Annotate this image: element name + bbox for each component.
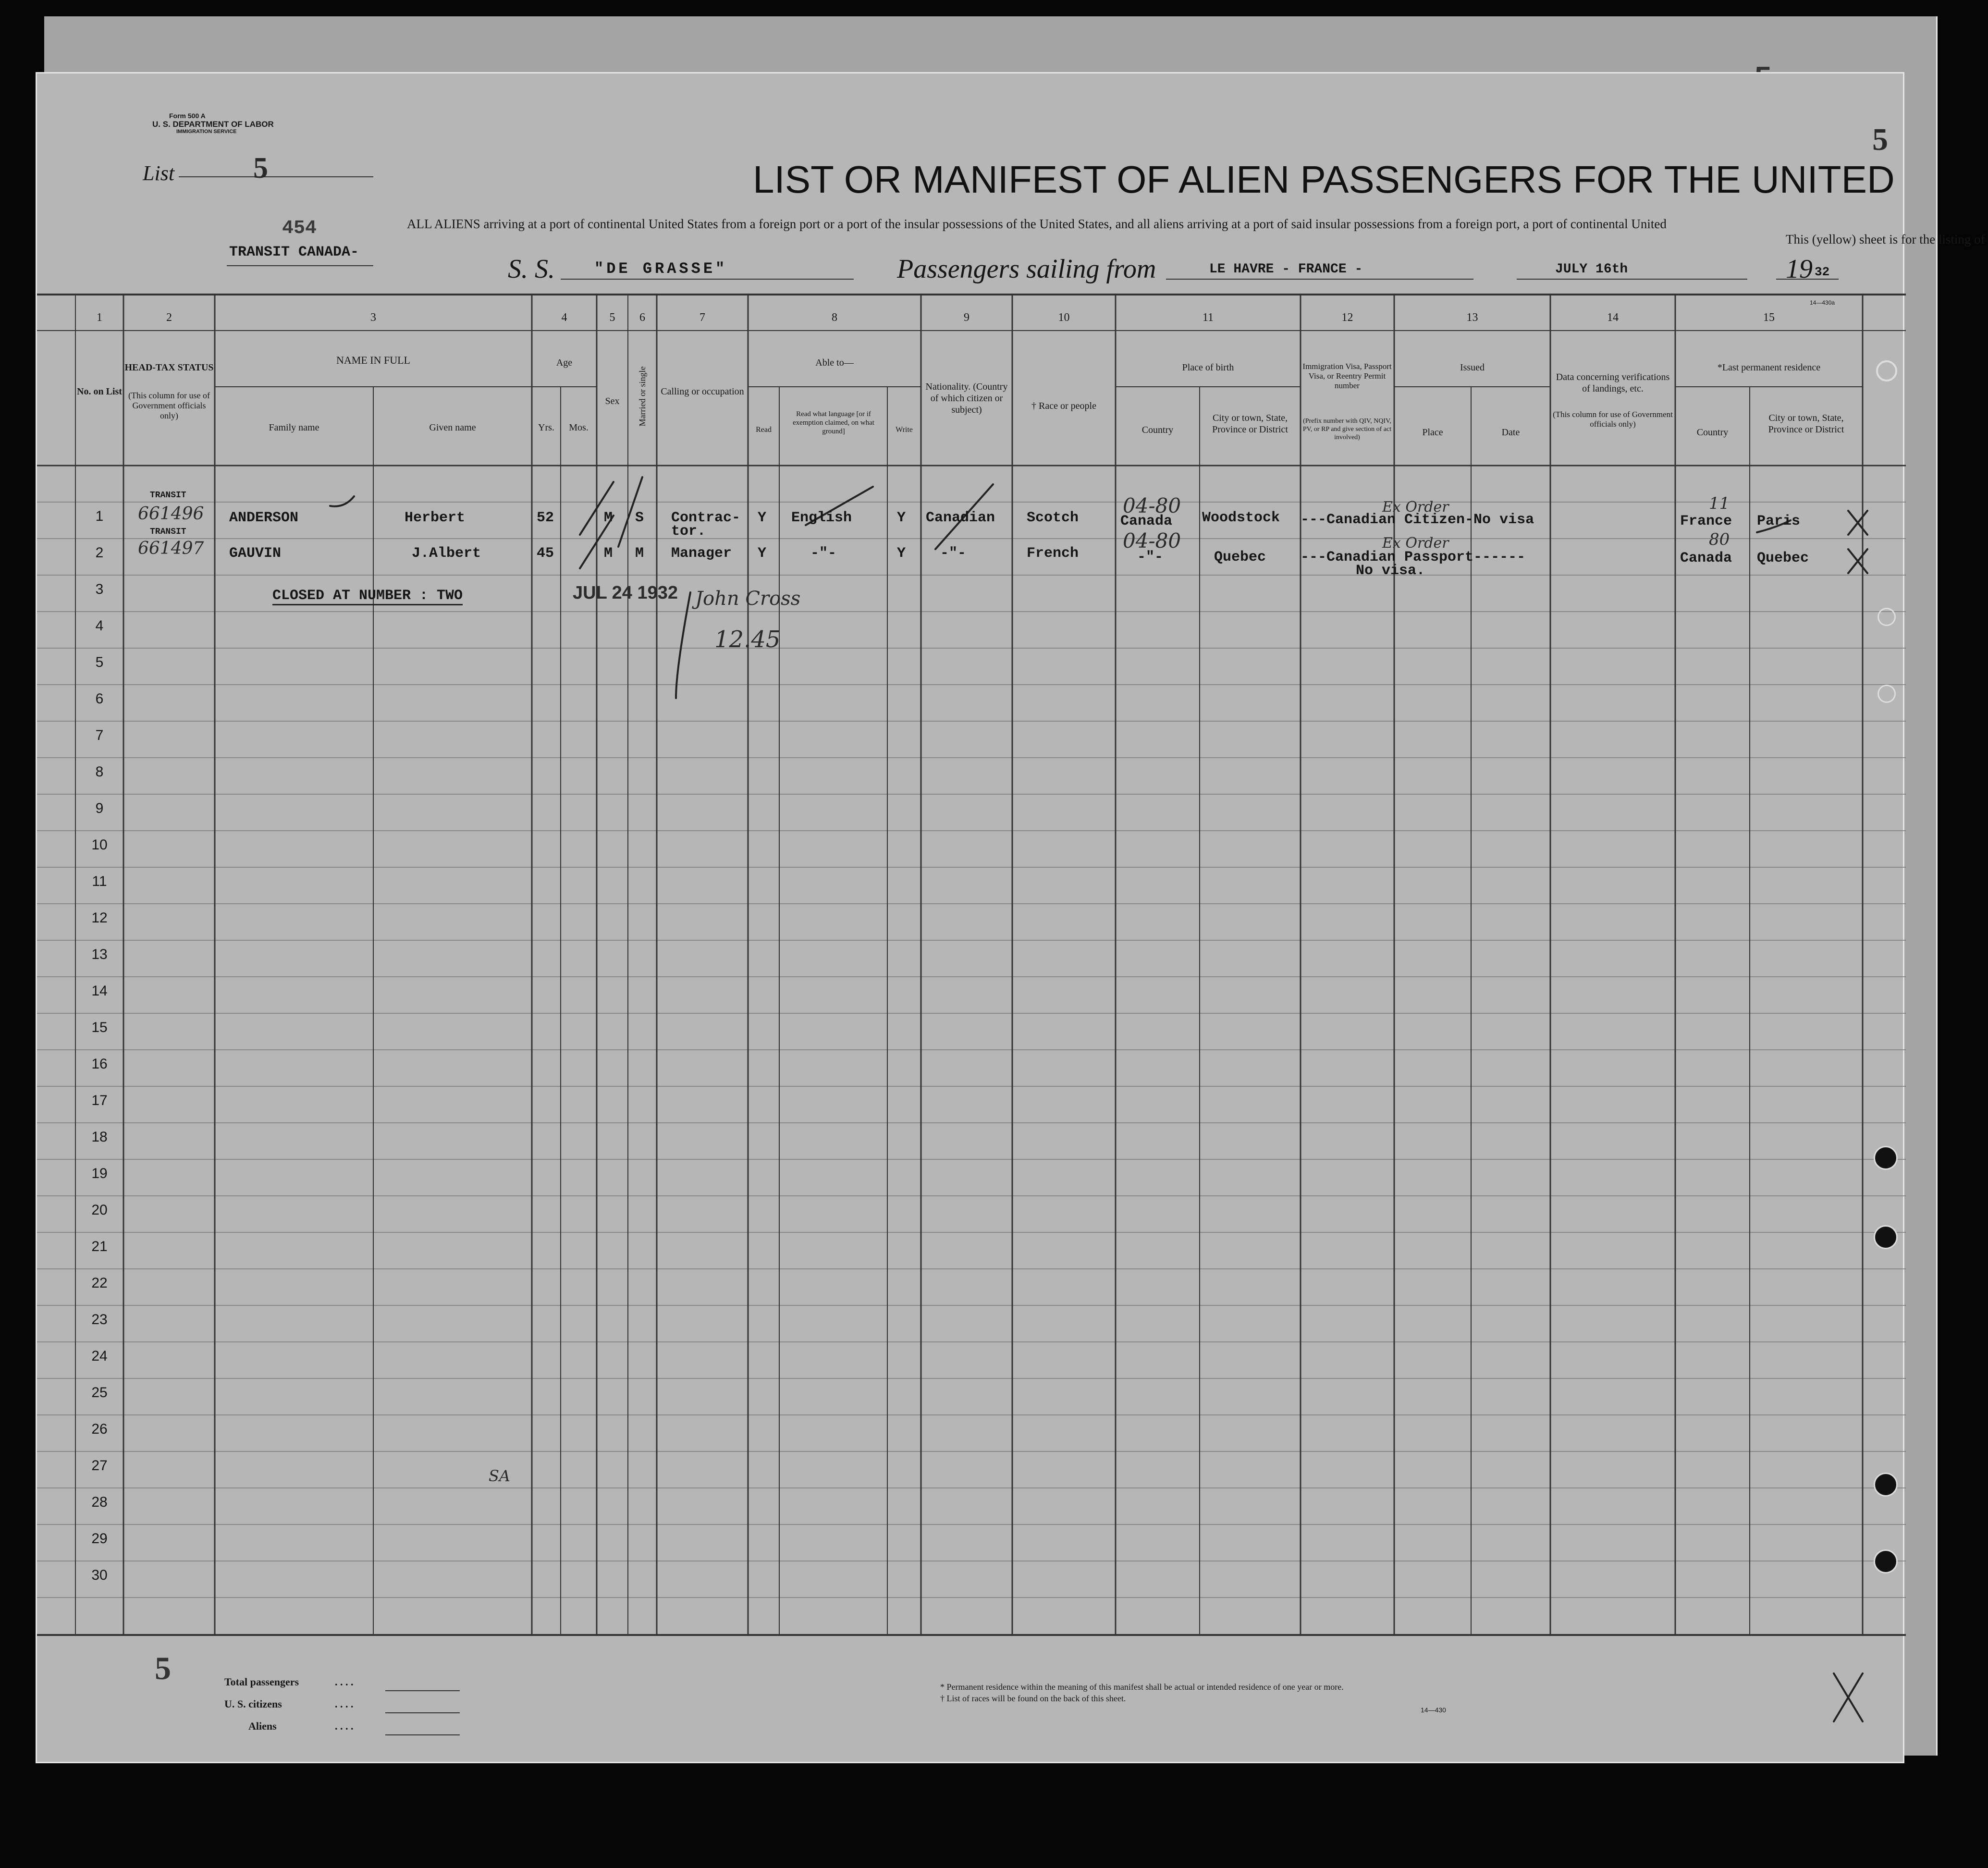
header-sex: Sex bbox=[605, 396, 620, 406]
col-num-7: 7 bbox=[699, 311, 705, 324]
footer-aliens: Aliens bbox=[248, 1720, 277, 1732]
form-code: 14—430a bbox=[1810, 299, 1835, 306]
list-number: 5 bbox=[253, 152, 268, 184]
row-number: 8 bbox=[95, 764, 104, 780]
header-last-residence: *Last permanent residence bbox=[1717, 362, 1821, 373]
binder-hole bbox=[1878, 608, 1896, 626]
birth-annotation: 04-80 bbox=[1123, 529, 1181, 553]
header-able-to: Able to— bbox=[815, 357, 854, 368]
footer-total-passengers: Total passengers bbox=[224, 1676, 299, 1688]
sailing-date: JULY 16th bbox=[1555, 262, 1628, 277]
row-number: 4 bbox=[95, 618, 104, 634]
header-res-country: Country bbox=[1696, 427, 1729, 438]
header-given-name: Given name bbox=[429, 422, 476, 433]
ship-name: "DE GRASSE" bbox=[594, 260, 728, 278]
row-number: 3 bbox=[95, 581, 104, 597]
header-nationality: Nationality. (Country of which citizen or subject) bbox=[925, 381, 1008, 415]
col-num-8: 8 bbox=[832, 311, 837, 324]
sex: M bbox=[604, 545, 613, 562]
form-number: Form 500 A bbox=[169, 112, 206, 120]
binder-hole bbox=[1876, 360, 1897, 381]
col-num-4: 4 bbox=[561, 311, 567, 324]
nationality: Canadian bbox=[926, 510, 995, 526]
head-tax-stamp: TRANSIT bbox=[150, 491, 186, 500]
occupation: Contrac- bbox=[671, 510, 741, 526]
manifest-page bbox=[36, 72, 1985, 1763]
header-name-in-full: NAME IN FULL bbox=[336, 354, 410, 366]
head-tax-stamp: TRANSIT bbox=[150, 527, 186, 537]
head-tax-number: 661497 bbox=[138, 539, 204, 558]
header-mos: Mos. bbox=[569, 422, 589, 433]
inspector-signature: John Cross bbox=[695, 588, 801, 610]
occupation: Manager bbox=[671, 545, 732, 562]
can-read: Y bbox=[758, 510, 767, 526]
header-read-language: Read what language [or if exemption claimed, on what ground] bbox=[793, 410, 874, 435]
visa-annotation: Ex Order bbox=[1382, 535, 1449, 552]
birth-city: Quebec bbox=[1214, 549, 1266, 565]
sex: M bbox=[604, 510, 613, 526]
transit-label: TRANSIT CANADA- bbox=[229, 244, 359, 260]
row-number: 12 bbox=[91, 910, 108, 926]
row-number: 5 bbox=[95, 654, 104, 670]
race: Scotch bbox=[1027, 510, 1079, 526]
col-num-13: 13 bbox=[1466, 311, 1478, 324]
header-visa: Immigration Visa, Passport Visa, or Reentry Permit number bbox=[1302, 362, 1392, 390]
year-suffix: 32 bbox=[1815, 265, 1830, 279]
residence-mark: 80 bbox=[1709, 530, 1730, 549]
sailing-label: Passengers sailing from bbox=[897, 254, 1156, 284]
row-number: 10 bbox=[91, 837, 108, 853]
year-prefix: 19 bbox=[1786, 254, 1813, 284]
row-number: 19 bbox=[91, 1166, 108, 1181]
visa-info-cont: No visa. bbox=[1356, 563, 1425, 579]
read-language: English bbox=[791, 510, 852, 526]
header-head-tax: HEAD-TAX STATUS bbox=[124, 362, 214, 373]
can-write: Y bbox=[897, 545, 906, 562]
age-years: 45 bbox=[537, 545, 554, 562]
col-num-9: 9 bbox=[964, 311, 969, 324]
birth-annotation: 04-80 bbox=[1123, 494, 1181, 517]
header-landings: Data concerning verifications of landings, etc. bbox=[1556, 372, 1670, 394]
footer-list-number: 5 bbox=[155, 1650, 171, 1686]
header-birth-city: City or town, State, Province or District bbox=[1212, 413, 1288, 435]
age-years: 52 bbox=[537, 510, 554, 526]
header-race: † Race or people bbox=[1031, 401, 1096, 411]
header-yrs: Yrs. bbox=[538, 422, 554, 433]
race: French bbox=[1027, 545, 1079, 562]
header-calling: Calling or occupation bbox=[661, 386, 744, 397]
subtitle-line-2: This (yellow) sheet is for the listing of bbox=[1786, 232, 1985, 246]
row-number: 23 bbox=[91, 1312, 108, 1327]
read-language: -"- bbox=[810, 545, 837, 562]
row-number: 11 bbox=[92, 873, 107, 889]
row-number: 18 bbox=[91, 1129, 108, 1145]
stamp-number: 454 bbox=[282, 218, 317, 239]
col-num-3: 3 bbox=[370, 311, 376, 324]
col-num-5: 5 bbox=[609, 311, 615, 324]
footer-dots: . . . . bbox=[335, 1698, 354, 1710]
row-number: 26 bbox=[91, 1421, 108, 1437]
page-title: LIST OR MANIFEST OF ALIEN PASSENGERS FOR THE UNITED bbox=[753, 158, 1895, 201]
row-number: 25 bbox=[91, 1385, 108, 1401]
row-number: 15 bbox=[91, 1020, 108, 1035]
col-num-11: 11 bbox=[1202, 311, 1214, 324]
date-stamp: JUL 24 1932 bbox=[573, 583, 678, 603]
birth-country: Canada bbox=[1120, 513, 1173, 529]
footer-note-races: † List of races will be found on the back of this sheet. bbox=[940, 1694, 1126, 1703]
footer-note-residence: * Permanent residence within the meaning of this manifest shall be actual or intended residence of one year or more. bbox=[940, 1682, 1344, 1692]
visa-annotation: Ex Order bbox=[1382, 499, 1449, 516]
binder-hole bbox=[1878, 685, 1896, 703]
residence-city: Quebec bbox=[1757, 550, 1809, 566]
header-visa-note: (Prefix number with QIV, NQIV, PV, or RP and give section of act involved) bbox=[1302, 418, 1392, 441]
can-read: Y bbox=[758, 545, 767, 562]
col-num-1: 1 bbox=[97, 311, 102, 324]
ss-label: S. S. bbox=[508, 254, 555, 284]
row-number: 29 bbox=[91, 1531, 108, 1547]
subtitle-line-1: ALL ALIENS arriving at a port of continental United States from a foreign port or a port of the insular possessions of the United States, and all aliens arriving at a port of said insular possessions from a foreign port, a port of continental United bbox=[407, 217, 1667, 231]
marital-status: M bbox=[635, 545, 644, 562]
binder-hole bbox=[1874, 1225, 1898, 1249]
marital-status: S bbox=[635, 510, 644, 526]
occupation-cont: tor. bbox=[671, 523, 706, 540]
nationality: -"- bbox=[940, 545, 967, 562]
row-number: 17 bbox=[91, 1093, 108, 1108]
row-number: 9 bbox=[95, 800, 104, 816]
corner-number: 5 bbox=[1872, 122, 1888, 157]
row-number: 28 bbox=[91, 1494, 108, 1510]
col-num-10: 10 bbox=[1058, 311, 1070, 324]
col-num-12: 12 bbox=[1341, 311, 1353, 324]
family-name: GAUVIN bbox=[229, 545, 282, 562]
row-number: 27 bbox=[91, 1458, 108, 1474]
residence-country: Canada bbox=[1680, 550, 1732, 566]
row-number: 22 bbox=[91, 1275, 108, 1291]
department-label: U. S. DEPARTMENT OF LABOR bbox=[152, 120, 274, 129]
row-number: 21 bbox=[91, 1239, 108, 1254]
row-number: 14 bbox=[91, 983, 108, 999]
header-write: Write bbox=[896, 426, 913, 434]
service-label: IMMIGRATION SERVICE bbox=[176, 129, 237, 135]
row-number: 20 bbox=[91, 1202, 108, 1218]
given-name: J.Albert bbox=[412, 545, 481, 562]
residence-city: Paris bbox=[1757, 513, 1801, 529]
header-issued-date: Date bbox=[1501, 427, 1520, 438]
row-number: 30 bbox=[91, 1567, 108, 1583]
row-number: 6 bbox=[95, 691, 104, 707]
closed-note: CLOSED AT NUMBER : TWO bbox=[272, 588, 463, 605]
col-num-2: 2 bbox=[166, 311, 172, 324]
row-number: 2 bbox=[95, 545, 104, 561]
head-tax-number: 661496 bbox=[138, 504, 204, 524]
row-number: 13 bbox=[91, 946, 108, 962]
footer-code: 14—430 bbox=[1421, 1706, 1446, 1714]
header-place-of-birth: Place of birth bbox=[1182, 362, 1234, 373]
header-married: Married or single bbox=[638, 366, 647, 427]
header-family-name: Family name bbox=[269, 422, 319, 433]
signature-note: 12.45 bbox=[714, 626, 781, 653]
footer-us-citizens: U. S. citizens bbox=[224, 1698, 282, 1710]
residence-country: France bbox=[1680, 513, 1732, 529]
residence-mark: 11 bbox=[1709, 494, 1730, 513]
header-read: Read bbox=[756, 426, 772, 434]
col-num-14: 14 bbox=[1607, 311, 1619, 324]
list-label: List bbox=[143, 161, 175, 185]
birth-city: Woodstock bbox=[1202, 510, 1280, 526]
header-res-city: City or town, State, Province or District bbox=[1768, 413, 1844, 435]
family-name: ANDERSON bbox=[229, 510, 299, 526]
sheet-edge bbox=[1936, 16, 1938, 1756]
row-number: 1 bbox=[95, 508, 104, 524]
header-issued: Issued bbox=[1460, 362, 1485, 373]
col-num-6: 6 bbox=[639, 311, 645, 324]
can-write: Y bbox=[897, 510, 906, 526]
binder-hole bbox=[1874, 1549, 1898, 1573]
visa-info: ---Canadian Passport------ bbox=[1301, 549, 1526, 565]
header-birth-country: Country bbox=[1141, 425, 1174, 435]
row-number: 24 bbox=[91, 1348, 108, 1364]
footer-dots: . . . . bbox=[335, 1720, 354, 1732]
given-name: Herbert bbox=[405, 510, 466, 526]
table-grid bbox=[37, 74, 1906, 1765]
header-head-tax-note: (This column for use of Government officials only) bbox=[128, 391, 210, 420]
visa-info: ---Canadian Citizen-No visa bbox=[1301, 512, 1534, 528]
row-number: 16 bbox=[91, 1056, 108, 1072]
header-landings-note: (This column for use of Government officials only) bbox=[1553, 410, 1673, 429]
footer-dots: . . . . bbox=[335, 1676, 354, 1688]
col-num-15: 15 bbox=[1763, 311, 1775, 324]
header-no-on-list: No. on List bbox=[77, 386, 122, 397]
header-issued-place: Place bbox=[1422, 427, 1443, 438]
margin-mark: SA bbox=[489, 1467, 511, 1485]
binder-hole bbox=[1874, 1473, 1898, 1497]
binder-hole bbox=[1874, 1146, 1898, 1170]
port-of-departure: LE HAVRE - FRANCE - bbox=[1209, 262, 1363, 277]
birth-country: -"- bbox=[1137, 549, 1164, 565]
row-number: 7 bbox=[95, 727, 104, 743]
header-age: Age bbox=[556, 357, 573, 368]
